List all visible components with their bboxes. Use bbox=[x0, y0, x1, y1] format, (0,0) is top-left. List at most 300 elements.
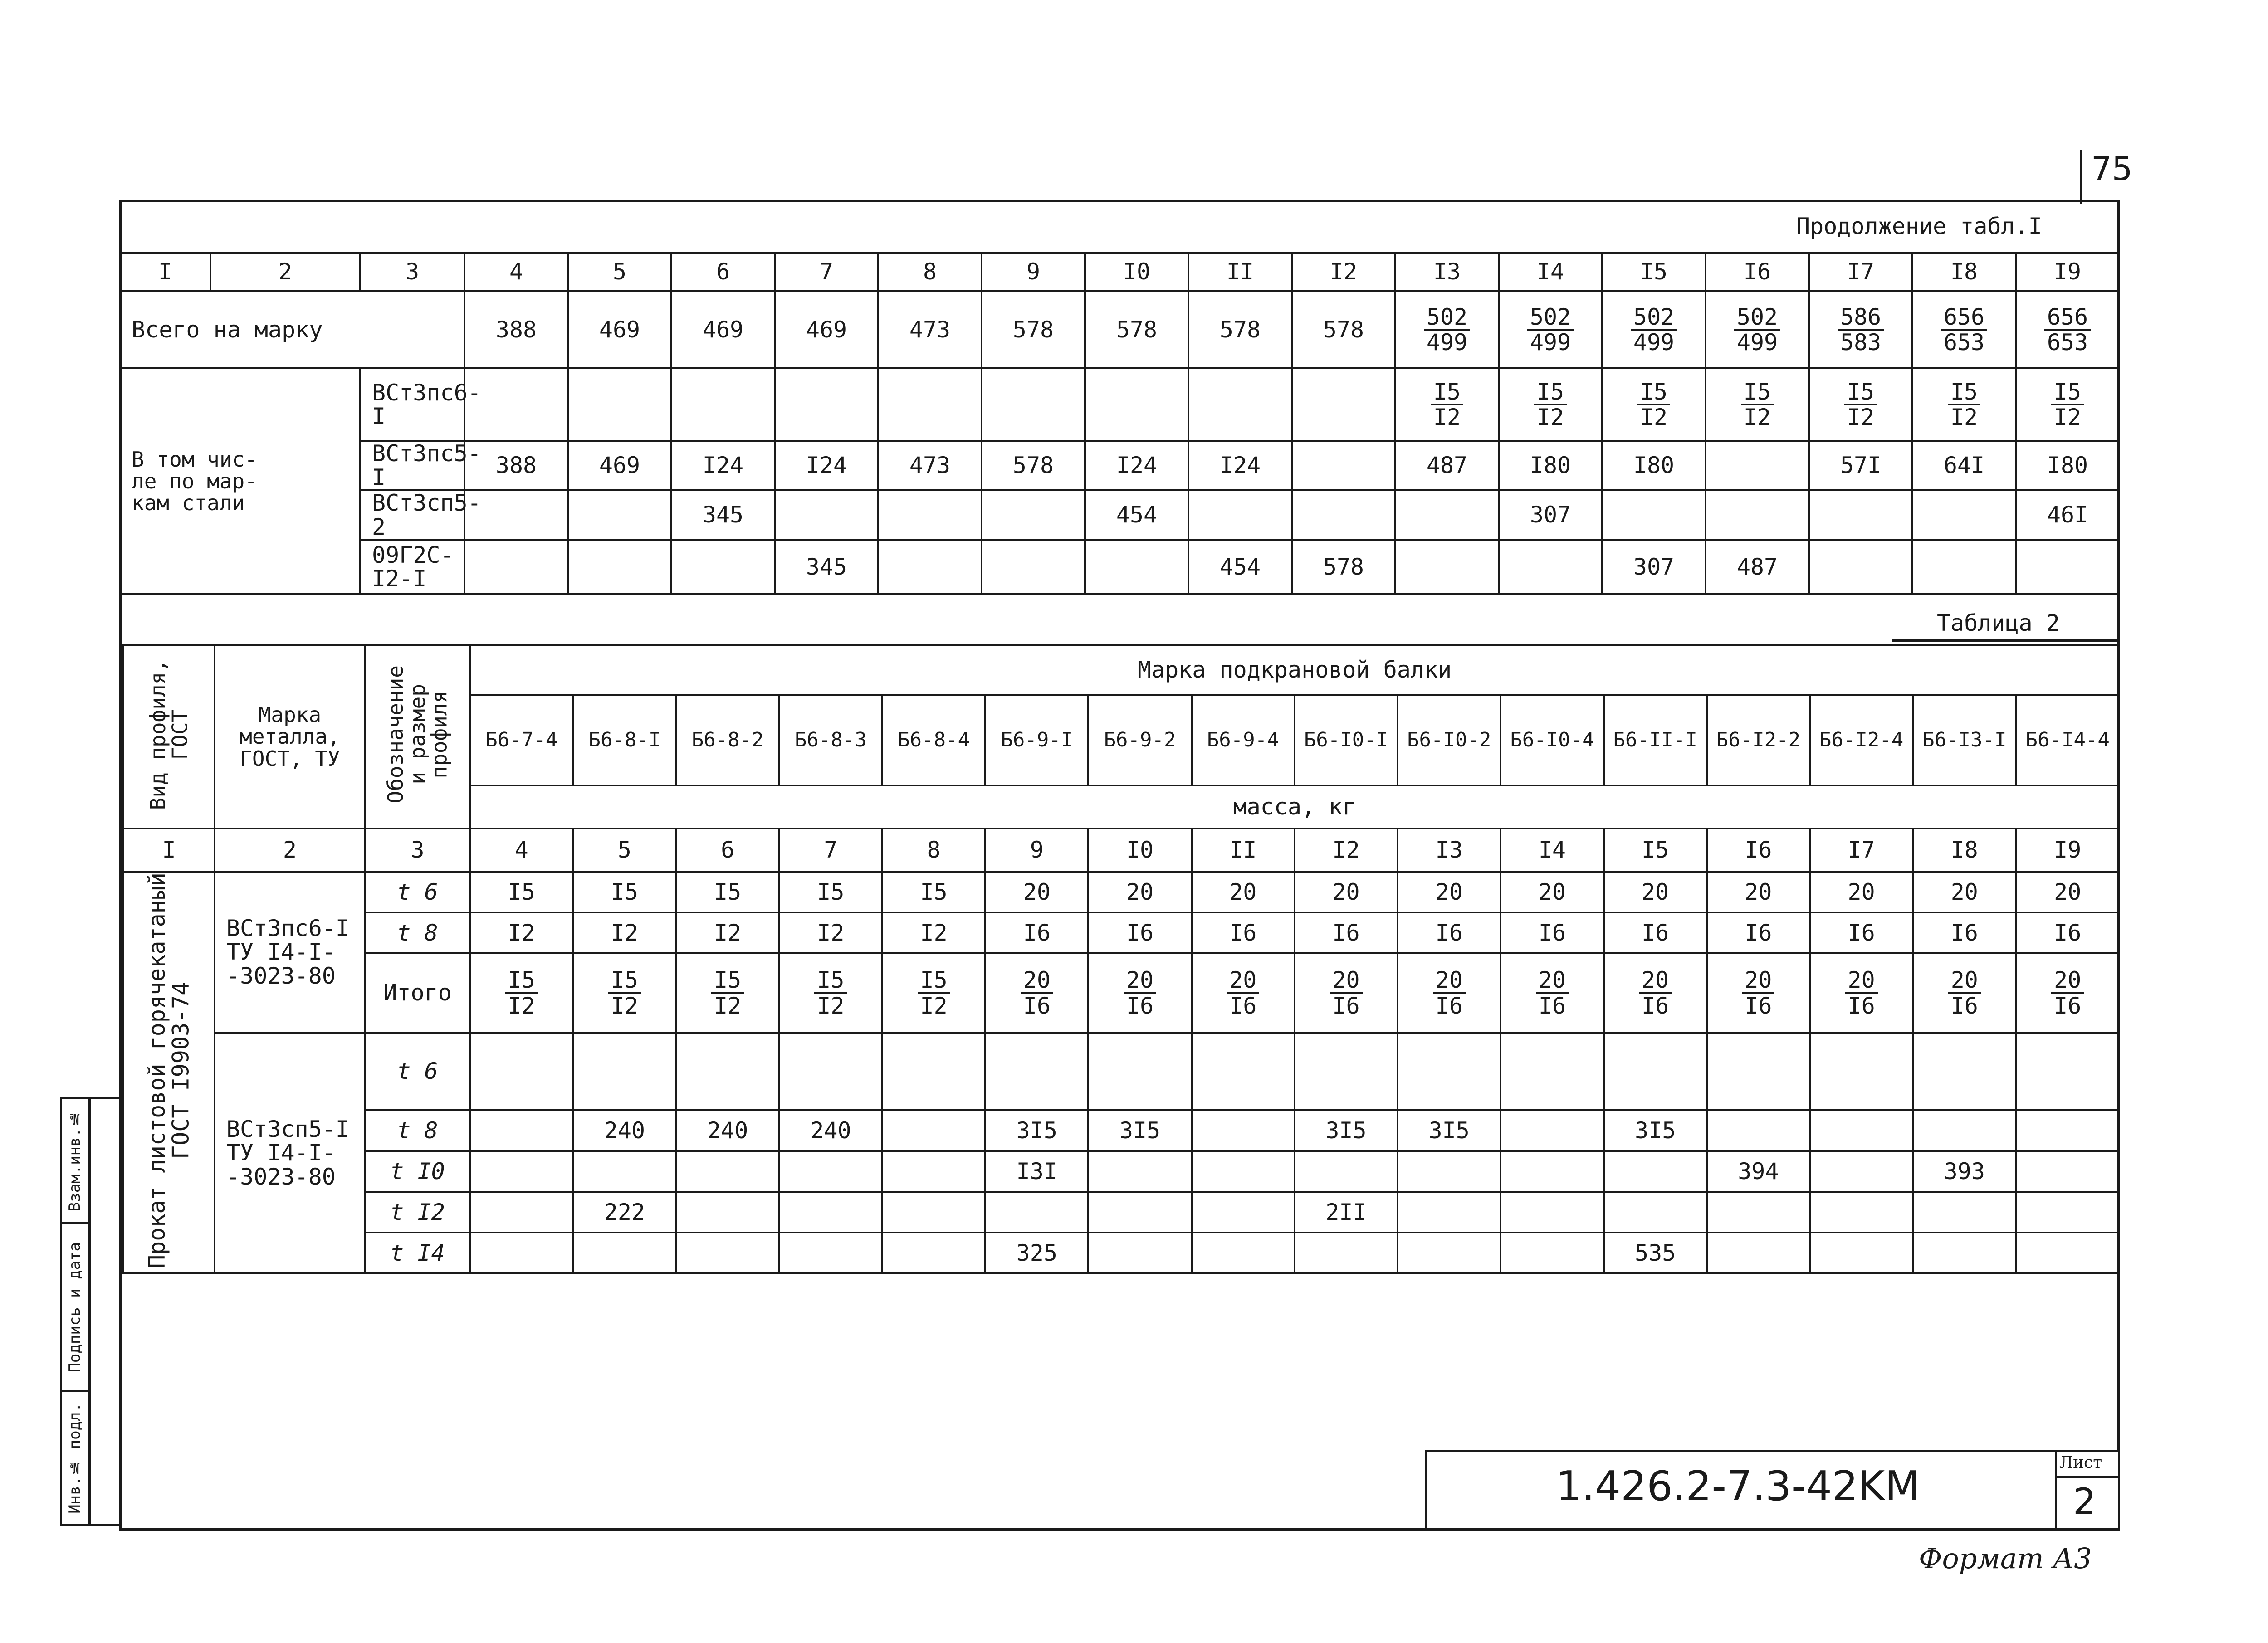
table-cell bbox=[1810, 1110, 1913, 1151]
table-cell bbox=[676, 1233, 779, 1273]
table-cell bbox=[573, 1233, 676, 1273]
table-cell bbox=[1501, 1233, 1603, 1273]
table-cell bbox=[878, 540, 982, 594]
table-cell bbox=[1398, 1151, 1501, 1192]
denominator: I2 bbox=[1950, 404, 1978, 430]
head-profile: Вид профиля, ГОСТ bbox=[123, 645, 215, 829]
denominator: I6 bbox=[1538, 992, 1566, 1019]
head-metal: Марка металла, ГОСТ, ТУ bbox=[215, 645, 365, 829]
fraction bbox=[1948, 968, 1981, 1018]
denominator: I2 bbox=[611, 992, 639, 1019]
total-cell bbox=[1912, 291, 2016, 368]
table-cell bbox=[1188, 368, 1292, 441]
table-cell bbox=[2016, 1151, 2119, 1192]
table-cell bbox=[985, 953, 1088, 1033]
numerator: I5 bbox=[1741, 380, 1774, 406]
table-cell: I6 bbox=[1913, 912, 2016, 953]
table-cell bbox=[470, 953, 573, 1033]
fraction bbox=[1844, 380, 1877, 429]
denominator: I6 bbox=[1848, 992, 1875, 1019]
table-cell bbox=[676, 953, 779, 1033]
column-number: 4 bbox=[464, 253, 568, 291]
total-cell bbox=[1706, 291, 1809, 368]
table-cell bbox=[1602, 368, 1706, 441]
profile-size: Итого bbox=[365, 953, 470, 1033]
numerator: 20 bbox=[1742, 968, 1774, 994]
table-cell: 394 bbox=[1707, 1151, 1810, 1192]
table-cell bbox=[1809, 490, 1912, 540]
fraction bbox=[2051, 380, 2084, 429]
numerator: 20 bbox=[1227, 968, 1259, 994]
table-cell: I80 bbox=[2016, 441, 2119, 490]
table-cell bbox=[573, 953, 676, 1033]
table-cell: 20 bbox=[1810, 872, 1913, 912]
table-cell bbox=[1707, 1192, 1810, 1233]
numerator: I5 bbox=[505, 968, 538, 994]
column-number: I9 bbox=[2016, 829, 2119, 872]
table-cell bbox=[1292, 441, 1395, 490]
denominator: I2 bbox=[1536, 404, 1564, 430]
table-cell bbox=[1602, 490, 1706, 540]
fraction bbox=[608, 968, 641, 1018]
denominator: I6 bbox=[1126, 992, 1154, 1019]
table-cell: I24 bbox=[671, 441, 775, 490]
table2-caption: Таблица 2 bbox=[1937, 610, 2060, 636]
table-cell: 393 bbox=[1913, 1151, 2016, 1192]
table-cell bbox=[1192, 1151, 1295, 1192]
beam-mark: Б6-I4-4 bbox=[2016, 695, 2119, 785]
profile-size: t I2 bbox=[365, 1192, 470, 1233]
numerator: 20 bbox=[1536, 968, 1569, 994]
table-cell bbox=[2016, 1233, 2119, 1273]
table-cell: I5 bbox=[470, 872, 573, 912]
denominator: 499 bbox=[1633, 329, 1675, 356]
table-cell bbox=[882, 1110, 985, 1151]
fraction bbox=[1637, 380, 1670, 429]
fraction bbox=[1741, 380, 1774, 429]
table-cell bbox=[1292, 368, 1395, 441]
fraction bbox=[1941, 305, 1987, 355]
table-cell: 535 bbox=[1604, 1233, 1707, 1273]
page-number: 75 bbox=[2091, 150, 2133, 188]
table-cell: I6 bbox=[1192, 912, 1295, 953]
profile-size: t I4 bbox=[365, 1233, 470, 1273]
column-number: I0 bbox=[1085, 253, 1188, 291]
total-cell: 469 bbox=[568, 291, 671, 368]
numerator: 656 bbox=[2044, 305, 2091, 331]
table2 bbox=[122, 644, 2120, 1274]
side-stamp-inv: Инв.№ подл. bbox=[60, 1390, 90, 1526]
table-cell: 20 bbox=[985, 872, 1088, 912]
numerator: 20 bbox=[1124, 968, 1156, 994]
table-cell bbox=[1913, 1033, 2016, 1110]
numerator: 502 bbox=[1527, 305, 1574, 331]
format-note: Формат А3 bbox=[1919, 1542, 2092, 1575]
fraction bbox=[1948, 380, 1980, 429]
side-stamp-signature: Подпись и дата bbox=[60, 1222, 90, 1392]
table-cell: 3I5 bbox=[1398, 1110, 1501, 1151]
table-cell bbox=[573, 1151, 676, 1192]
numerator: I5 bbox=[918, 968, 950, 994]
denominator: I6 bbox=[1745, 992, 1772, 1019]
side-stamp-replacement: Взам.инв.№ bbox=[60, 1097, 90, 1224]
fraction bbox=[1330, 968, 1362, 1018]
column-number: I0 bbox=[1088, 829, 1191, 872]
fraction bbox=[1639, 968, 1672, 1018]
table-cell: I2 bbox=[779, 912, 882, 953]
table-cell bbox=[1499, 368, 1602, 441]
denominator: 653 bbox=[1943, 329, 1985, 356]
table2-caption-rule bbox=[1892, 639, 2120, 642]
table-cell bbox=[1706, 441, 1809, 490]
table-cell: 487 bbox=[1706, 540, 1809, 594]
table-cell bbox=[1398, 1033, 1501, 1110]
table-cell: 20 bbox=[2016, 872, 2119, 912]
denominator: I2 bbox=[508, 992, 535, 1019]
table-cell bbox=[878, 490, 982, 540]
fraction bbox=[1536, 968, 1569, 1018]
beam-mark: Б6-9-I bbox=[985, 695, 1088, 785]
table-cell: I24 bbox=[775, 441, 878, 490]
table-cell bbox=[1809, 368, 1912, 441]
table-cell: 20 bbox=[1088, 872, 1191, 912]
numerator: I5 bbox=[1948, 380, 1980, 406]
head-designation: Обозначение и размер профиля bbox=[365, 645, 470, 829]
column-number: 2 bbox=[215, 829, 365, 872]
table-cell bbox=[470, 1033, 573, 1110]
table-cell: 57I bbox=[1809, 441, 1912, 490]
sheet-label-rule bbox=[2055, 1476, 2120, 1478]
numerator: 502 bbox=[1424, 305, 1470, 331]
table-cell bbox=[676, 1033, 779, 1110]
beam-mark: Б6-I2-4 bbox=[1810, 695, 1913, 785]
column-number: I6 bbox=[1707, 829, 1810, 872]
column-number: 5 bbox=[573, 829, 676, 872]
steel-grade-row bbox=[120, 540, 2119, 594]
profile-size: t 6 bbox=[365, 1033, 470, 1110]
metal-grade: ВСт3пс6-I ТУ I4-I- -3023-80 bbox=[215, 872, 365, 1033]
table-cell bbox=[779, 1151, 882, 1192]
profile-group-label: Прокат листовой горячекатаный ГОСТ I9903-74 bbox=[144, 873, 194, 1268]
table-cell bbox=[1707, 1110, 1810, 1151]
table-cell bbox=[882, 953, 985, 1033]
fraction bbox=[1734, 305, 1780, 355]
table-cell bbox=[671, 368, 775, 441]
table-cell bbox=[1188, 490, 1292, 540]
table-cell bbox=[2016, 1033, 2119, 1110]
table-cell bbox=[1192, 953, 1295, 1033]
table-cell: 325 bbox=[985, 1233, 1088, 1273]
fraction bbox=[1124, 968, 1156, 1018]
table-cell bbox=[1912, 368, 2016, 441]
table-cell: 3I5 bbox=[1088, 1110, 1191, 1151]
numerator: 20 bbox=[1845, 968, 1877, 994]
table-cell: 20 bbox=[1707, 872, 1810, 912]
denominator: I2 bbox=[1640, 404, 1668, 430]
table-row bbox=[123, 872, 2119, 912]
profile-size: t 8 bbox=[365, 912, 470, 953]
profile-size: t 8 bbox=[365, 1110, 470, 1151]
table-cell: 222 bbox=[573, 1192, 676, 1233]
group-label: В том чис- ле по мар- кам стали bbox=[120, 368, 360, 594]
table-cell bbox=[2016, 953, 2119, 1033]
table-cell bbox=[1913, 1192, 2016, 1233]
table-cell: I6 bbox=[985, 912, 1088, 953]
table-cell bbox=[1707, 953, 1810, 1033]
table-cell bbox=[1295, 1151, 1398, 1192]
denominator: I2 bbox=[1743, 404, 1771, 430]
column-number: I8 bbox=[1913, 829, 2016, 872]
profile-size: t I0 bbox=[365, 1151, 470, 1192]
numerator: 502 bbox=[1631, 305, 1677, 331]
numerator: I5 bbox=[1534, 380, 1567, 406]
table-cell bbox=[676, 1192, 779, 1233]
column-number: 3 bbox=[360, 253, 464, 291]
beam-mark: Б6-8-4 bbox=[882, 695, 985, 785]
table-cell bbox=[1395, 490, 1499, 540]
table-row bbox=[123, 912, 2119, 953]
fraction bbox=[1742, 968, 1774, 1018]
numerator: 502 bbox=[1734, 305, 1780, 331]
table-cell bbox=[779, 1033, 882, 1110]
fraction bbox=[711, 968, 744, 1018]
beam-mark: Б6-8-3 bbox=[779, 695, 882, 785]
table2-column-numbers bbox=[123, 829, 2119, 872]
total-cell bbox=[1499, 291, 1602, 368]
table-cell: 46I bbox=[2016, 490, 2119, 540]
table-cell bbox=[671, 540, 775, 594]
column-number: I6 bbox=[1706, 253, 1809, 291]
table-cell bbox=[878, 368, 982, 441]
table-cell bbox=[1809, 540, 1912, 594]
total-cell: 473 bbox=[878, 291, 982, 368]
table-cell bbox=[1292, 490, 1395, 540]
numerator: I5 bbox=[1844, 380, 1877, 406]
denominator: 499 bbox=[1426, 329, 1468, 356]
beam-mark: Б6-7-4 bbox=[470, 695, 573, 785]
total-cell: 469 bbox=[671, 291, 775, 368]
table-cell bbox=[1088, 1151, 1191, 1192]
steel-grade-row bbox=[120, 368, 2119, 441]
table-cell bbox=[470, 1110, 573, 1151]
table-cell bbox=[1604, 1033, 1707, 1110]
table-cell: I80 bbox=[1499, 441, 1602, 490]
table-cell: 454 bbox=[1188, 540, 1292, 594]
steel-grade-row bbox=[120, 490, 2119, 540]
table-cell: I3I bbox=[985, 1151, 1088, 1192]
steel-grade: 09Г2С-I2-I bbox=[360, 540, 464, 594]
table-cell bbox=[1706, 490, 1809, 540]
denominator: I2 bbox=[1847, 404, 1875, 430]
fraction bbox=[1433, 968, 1466, 1018]
numerator: 20 bbox=[1021, 968, 1053, 994]
denominator: I6 bbox=[1023, 992, 1051, 1019]
table-cell: 64I bbox=[1912, 441, 2016, 490]
column-number: I3 bbox=[1398, 829, 1501, 872]
table-cell bbox=[1295, 1033, 1398, 1110]
table-cell bbox=[1810, 1033, 1913, 1110]
table-cell bbox=[568, 368, 671, 441]
table-cell bbox=[1192, 1192, 1295, 1233]
steel-grade: ВСт3сп5-2 bbox=[360, 490, 464, 540]
table-cell bbox=[1501, 953, 1603, 1033]
table-cell: I6 bbox=[1295, 912, 1398, 953]
numerator: I5 bbox=[608, 968, 641, 994]
beam-mark: Б6-9-2 bbox=[1088, 695, 1191, 785]
total-cell bbox=[1395, 291, 1499, 368]
table-cell: I6 bbox=[2016, 912, 2119, 953]
table-cell: 454 bbox=[1085, 490, 1188, 540]
denominator: 653 bbox=[2047, 329, 2088, 356]
fraction bbox=[1838, 305, 1884, 355]
numerator: 20 bbox=[1639, 968, 1672, 994]
beam-mark: Б6-I0-I bbox=[1295, 695, 1398, 785]
column-number: I7 bbox=[1810, 829, 1913, 872]
table-cell: 578 bbox=[982, 441, 1085, 490]
numerator: 20 bbox=[1948, 968, 1981, 994]
column-number: 4 bbox=[470, 829, 573, 872]
table-cell: I6 bbox=[1088, 912, 1191, 953]
table-cell: 388 bbox=[464, 441, 568, 490]
table-cell bbox=[2016, 1110, 2119, 1151]
beam-mark: Б6-I3-I bbox=[1913, 695, 2016, 785]
table-cell: I6 bbox=[1707, 912, 1810, 953]
table-cell: I6 bbox=[1398, 912, 1501, 953]
numerator: 20 bbox=[2051, 968, 2084, 994]
denominator: 499 bbox=[1736, 329, 1778, 356]
table1-bottom-rule bbox=[119, 593, 2120, 595]
column-number: 6 bbox=[671, 253, 775, 291]
table-cell bbox=[1398, 953, 1501, 1033]
table-cell: I6 bbox=[1604, 912, 1707, 953]
table-row bbox=[123, 1110, 2119, 1151]
table-cell: 307 bbox=[1499, 490, 1602, 540]
table-cell: 2II bbox=[1295, 1192, 1398, 1233]
table-cell bbox=[1912, 540, 2016, 594]
table-cell: 240 bbox=[676, 1110, 779, 1151]
table-cell bbox=[982, 540, 1085, 594]
table-cell bbox=[1707, 1033, 1810, 1110]
table-cell bbox=[1810, 1233, 1913, 1273]
table-cell: I2 bbox=[573, 912, 676, 953]
total-cell bbox=[1809, 291, 1912, 368]
table-cell: 20 bbox=[1501, 872, 1603, 912]
table-cell bbox=[1088, 953, 1191, 1033]
table-cell bbox=[464, 540, 568, 594]
table-cell bbox=[1604, 1192, 1707, 1233]
table-cell bbox=[1913, 1233, 2016, 1273]
table-cell: 20 bbox=[1913, 872, 2016, 912]
table-cell: I24 bbox=[1188, 441, 1292, 490]
total-cell: 578 bbox=[1292, 291, 1395, 368]
table-cell bbox=[779, 953, 882, 1033]
column-number: I2 bbox=[1295, 829, 1398, 872]
numerator: 20 bbox=[1433, 968, 1466, 994]
table-cell bbox=[775, 368, 878, 441]
table1-caption: Продолжение табл.I bbox=[1796, 213, 2042, 239]
table-cell bbox=[2016, 1192, 2119, 1233]
fraction bbox=[918, 968, 950, 1018]
table-cell: I5 bbox=[779, 872, 882, 912]
table-cell bbox=[1192, 1033, 1295, 1110]
table-cell bbox=[1088, 1033, 1191, 1110]
fraction bbox=[1431, 380, 1463, 429]
table-cell bbox=[882, 1233, 985, 1273]
profile-group bbox=[123, 872, 215, 1273]
table1-total-row bbox=[120, 291, 2119, 368]
total-cell bbox=[1602, 291, 1706, 368]
denominator: I6 bbox=[1229, 992, 1257, 1019]
table-cell bbox=[573, 1033, 676, 1110]
column-number: 8 bbox=[878, 253, 982, 291]
table-cell bbox=[1192, 1233, 1295, 1273]
table-cell bbox=[1501, 1110, 1603, 1151]
table-cell: 20 bbox=[1398, 872, 1501, 912]
table-cell bbox=[1706, 368, 1809, 441]
column-number: 7 bbox=[779, 829, 882, 872]
table-cell bbox=[1395, 368, 1499, 441]
column-number: I7 bbox=[1809, 253, 1912, 291]
table-cell: I5 bbox=[676, 872, 779, 912]
table-cell: 345 bbox=[671, 490, 775, 540]
denominator: I6 bbox=[1950, 992, 1978, 1019]
denominator: I2 bbox=[2053, 404, 2082, 430]
sheet-label: Лист bbox=[2059, 1453, 2102, 1472]
table-cell: 469 bbox=[568, 441, 671, 490]
table-cell: I2 bbox=[470, 912, 573, 953]
table-cell bbox=[1395, 540, 1499, 594]
column-number: 2 bbox=[210, 253, 360, 291]
denominator: I2 bbox=[920, 992, 948, 1019]
table-cell bbox=[1295, 953, 1398, 1033]
table-cell: 345 bbox=[775, 540, 878, 594]
denominator: I6 bbox=[1435, 992, 1463, 1019]
table-cell bbox=[985, 1033, 1088, 1110]
column-number: II bbox=[1192, 829, 1295, 872]
total-cell: 578 bbox=[982, 291, 1085, 368]
total-label: Всего на марку bbox=[120, 291, 464, 368]
sheet-divider bbox=[2055, 1450, 2057, 1531]
table-cell bbox=[1088, 1192, 1191, 1233]
table-cell bbox=[1913, 953, 2016, 1033]
column-number: I5 bbox=[1602, 253, 1706, 291]
sheet-number: 2 bbox=[2073, 1481, 2096, 1523]
total-cell: 388 bbox=[464, 291, 568, 368]
table-cell bbox=[1912, 490, 2016, 540]
table-cell bbox=[775, 490, 878, 540]
table-cell bbox=[1604, 1151, 1707, 1192]
table-cell: 3I5 bbox=[1295, 1110, 1398, 1151]
table-cell bbox=[1604, 953, 1707, 1033]
beam-mark: Б6-8-I bbox=[573, 695, 676, 785]
table-cell bbox=[1085, 368, 1188, 441]
table-row bbox=[123, 953, 2119, 1033]
table-cell bbox=[470, 1151, 573, 1192]
table-cell: 487 bbox=[1395, 441, 1499, 490]
table1-column-numbers bbox=[120, 253, 2119, 291]
numerator: I5 bbox=[2051, 380, 2084, 406]
table-cell bbox=[1088, 1233, 1191, 1273]
beam-mark: Б6-I0-2 bbox=[1398, 695, 1501, 785]
column-number: I5 bbox=[1604, 829, 1707, 872]
total-cell: 469 bbox=[775, 291, 878, 368]
table-cell bbox=[1810, 1192, 1913, 1233]
column-number: I bbox=[123, 829, 215, 872]
denominator: 583 bbox=[1840, 329, 1882, 356]
table-cell: 20 bbox=[1192, 872, 1295, 912]
column-number: I2 bbox=[1292, 253, 1395, 291]
numerator: I5 bbox=[814, 968, 847, 994]
